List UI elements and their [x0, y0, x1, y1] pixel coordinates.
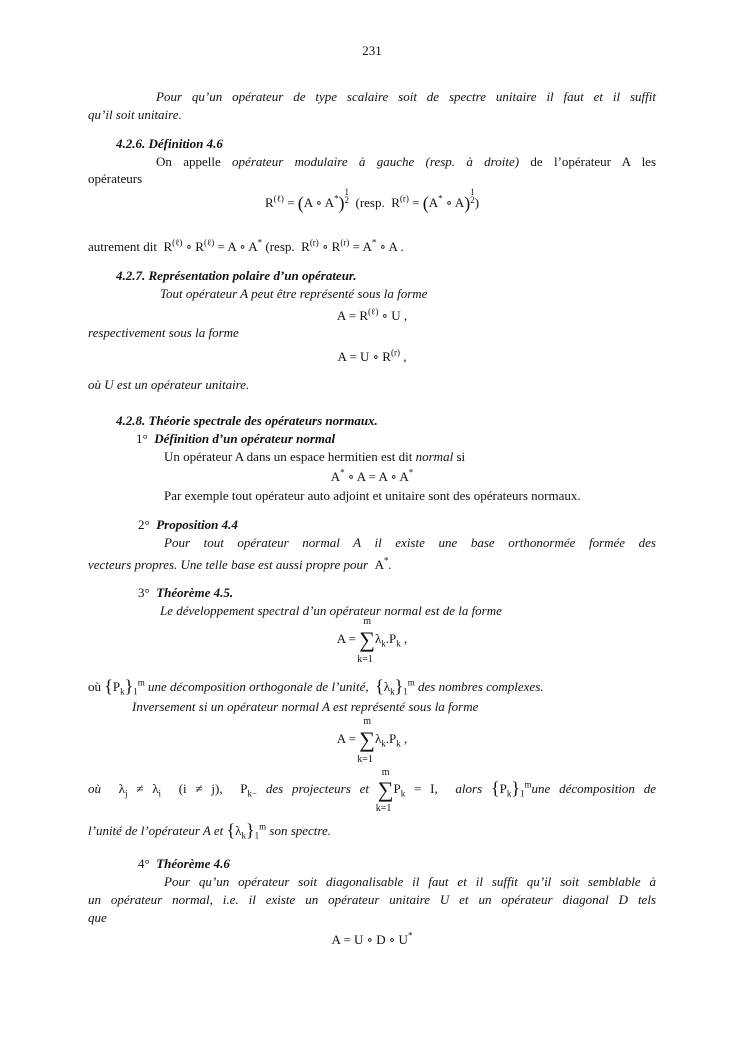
section-4-2-6-line-2: opérateurs: [88, 171, 143, 186]
section-4-2-7-line-1: Tout opérateur A peut être représenté sous la forme: [160, 286, 428, 301]
subsection-3-title: 3° Théorème 4.5.: [138, 585, 234, 600]
subsection-1-line: Un opérateur A dans un espace hermitien est dit normal si: [164, 449, 466, 464]
intro-line-2: qu’il soit unitaire.: [88, 107, 182, 122]
section-4-2-7-resp: respectivement sous la forme: [88, 325, 239, 340]
formula-autrement-dit: autrement dit $R^{(\ell)}$ ∘ $R^{(\ell)} = A$ ∘ A* (resp. $R^{(r)}$ ∘ $R^{(r)} = A^*$ ∘ A .: [88, 237, 404, 254]
subsection-2-title: 2° Proposition 4.4: [138, 517, 238, 532]
subsection-1-example: Par exemple tout opérateur auto adjoint et unitaire sont des opérateurs normaux.: [164, 488, 581, 503]
subsection-1-title: 1° Définition d’un opérateur normal: [136, 431, 336, 446]
formula-normal-operator: A* ∘ A = A ∘ A*: [330, 467, 414, 484]
document-page: [88, 0, 656, 1053]
subsection-4-line-2: un opérateur normal, i.e. il existe un opérateur unitaire U et un opérateur diagonal D tels: [88, 892, 656, 907]
formula-spectral-decomposition-2: A = m ∑ k=1 $\lambda_k.P_k$ ,: [336, 716, 408, 765]
formula-polar-right: A = U ∘ $R^{(r)}$ ,: [337, 347, 407, 364]
formula-spectral-decomposition: A = m ∑ k=1 $\lambda_k.P_k$ ,: [336, 616, 408, 665]
section-4-2-7-unitary: où U est un opérateur unitaire.: [88, 377, 250, 392]
subsection-2-line-1: Pour tout opérateur normal A il existe une base orthonormée formée des: [164, 535, 656, 550]
subsection-2-line-2: vecteurs propres. Une telle base est aussi propre pour A*.: [88, 555, 392, 572]
section-4-2-7-heading: 4.2.7. Représentation polaire d’un opérateur.: [116, 268, 357, 283]
subsection-3-line-1: Le développement spectral d’un opérateur normal est de la forme: [160, 603, 502, 618]
formula-polar-left: $A = R^{(\ell)}$ ∘ U ,: [336, 306, 408, 323]
subsection-3-spectrum-line: l’unité de l’opérateur A et $\{\lambda_k\}_1^m$ son spectre.: [88, 820, 332, 841]
subsection-3-decomposition-line: où $\{P_k\}_1^m$ une décomposition orthogonale de l’unité, $\{\lambda_k\}_1^m$ des nombres complexes.: [88, 676, 544, 697]
formula-diagonalization: A = U ∘ D ∘ U*: [331, 930, 413, 947]
subsection-4-line-3: que: [88, 910, 107, 925]
intro-line-1: Pour qu’un opérateur de type scalaire soit de spectre unitaire il faut et il suffit: [156, 89, 656, 104]
subsection-3-projector-line: où $\lambda_j \ne \lambda_i$ (i ≠ j), $P_{k-}$ des projecteurs et m ∑ k=1 $P_k = I$, alors $\{P_k\}_1^mune$ décomposition de: [88, 767, 656, 814]
formula-modular-operator: $R^{(\ell)} = (A$ ∘ A*) 1 2 (resp. $R^{(r)} = (A^*$ ∘ A) 1 2 ): [264, 187, 480, 213]
section-4-2-6-paragraph: On appelle opérateur modulaire à gauche (resp. à droite) de l’opérateur A les: [156, 154, 657, 169]
subsection-4-title: 4° Théorème 4.6: [138, 856, 230, 871]
section-4-2-6-heading: 4.2.6. Définition 4.6: [116, 136, 223, 151]
section-4-2-8-heading: 4.2.8. Théorie spectrale des opérateurs normaux.: [116, 413, 378, 428]
page-number: 231: [362, 43, 382, 58]
subsection-4-line-1: Pour qu’un opérateur soit diagonalisable il faut et il suffit qu’il soit semblable à: [164, 874, 656, 889]
subsection-3-inverse: Inversement si un opérateur normal A est représenté sous la forme: [132, 699, 479, 714]
